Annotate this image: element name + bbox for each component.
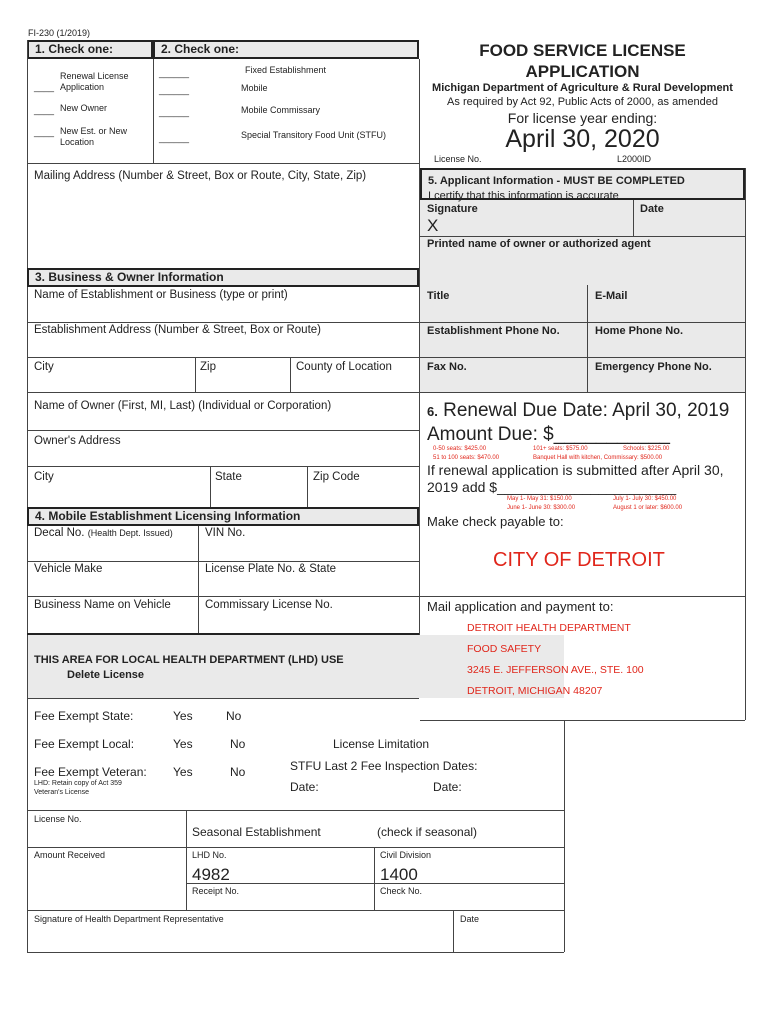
- row-line-3: [27, 392, 745, 393]
- new-est-blank[interactable]: ____: [34, 127, 55, 137]
- new-owner-label: New Owner: [60, 103, 108, 113]
- title-label: Title: [427, 290, 450, 302]
- fee-local-yes[interactable]: Yes: [173, 737, 193, 751]
- renewal-label-text: Renewal License Application: [60, 71, 129, 92]
- license-code: L2000ID: [617, 154, 652, 164]
- renewal-due-text: Renewal Due Date: April 30, 2019: [443, 400, 730, 421]
- lhd-row-1: [27, 810, 564, 811]
- fee-vet-yes[interactable]: Yes: [173, 765, 193, 779]
- sig-rep-date: Date: [460, 914, 480, 924]
- civil-division-value: 1400: [380, 865, 418, 884]
- late-june: June 1- June 30: $300.00: [507, 505, 576, 511]
- decal-note: (Health Dept. Issued): [87, 528, 173, 538]
- fixed-blank[interactable]: ______: [159, 68, 190, 78]
- mail-address-2: FOOD SAFETY: [467, 643, 542, 655]
- signature-label: Signature: [427, 203, 478, 215]
- late-august: August 1 or later: $600.00: [613, 505, 683, 511]
- left-border: [27, 40, 28, 952]
- city-state-divider: [210, 466, 211, 507]
- license-year-label: For license year ending:: [507, 110, 658, 126]
- sec5-col-divider: [587, 285, 588, 392]
- vehicle-make-label: Vehicle Make: [34, 563, 103, 575]
- license-limitation: License Limitation: [333, 737, 430, 751]
- license-year-date: April 30, 2020: [505, 125, 660, 153]
- row-line-4: [27, 430, 419, 431]
- state-zip-divider: [307, 466, 308, 507]
- zip-label: Zip: [200, 361, 216, 373]
- owner-address-label: Owner's Address: [34, 435, 121, 447]
- mail-label: Mail application and payment to:: [427, 599, 614, 614]
- new-est-label: [60, 126, 140, 148]
- civil-division-label: Civil Division: [380, 850, 432, 860]
- est-address-label: Establishment Address (Number & Street, Box or Route): [34, 324, 321, 336]
- fee-state-yes[interactable]: Yes: [173, 709, 193, 723]
- section2-header: 2. Check one:: [153, 40, 419, 59]
- amount-due[interactable]: Amount Due: $___________: [427, 424, 670, 445]
- lhd-title: THIS AREA FOR LOCAL HEALTH DEPARTMENT (LHD) USE: [34, 654, 344, 666]
- sec4-row-1: [27, 561, 419, 562]
- middle-divider: [419, 163, 420, 635]
- stfu-date-1[interactable]: Date:: [290, 780, 319, 794]
- lhd-no-label: LHD No.: [192, 850, 227, 860]
- lhd-row-3: [186, 883, 564, 884]
- late-line-2[interactable]: 2019 add $_______________________: [427, 479, 677, 495]
- plate-label: License Plate No. & State: [205, 563, 337, 575]
- right-border: [745, 168, 746, 720]
- new-est-label-text: New Est. or New Location: [60, 126, 128, 147]
- license-no-label: License No.: [434, 154, 482, 164]
- renewal-blank[interactable]: ____: [34, 82, 55, 92]
- lhd-right-border: [564, 720, 565, 952]
- renewal-label: [60, 71, 150, 93]
- section5-header: [420, 168, 745, 200]
- late-july: July 1- July 30: $450.00: [613, 496, 677, 502]
- fee-0-50: 0-50 seats: $425.00: [433, 446, 487, 452]
- city-zip-divider: [195, 357, 196, 392]
- mail-address-3: 3245 E. JEFFERSON AVE., STE. 100: [467, 664, 644, 676]
- late-fees-left: [507, 495, 575, 513]
- commissary-license-label: Commissary License No.: [205, 599, 333, 611]
- amount-received: Amount Received: [34, 850, 106, 860]
- county-label: County of Location: [296, 361, 392, 373]
- check-if-seasonal[interactable]: (check if seasonal): [377, 825, 478, 839]
- section3-header: 3. Business & Owner Information: [27, 268, 419, 287]
- est-name-label: Name of Establishment or Business (type or print): [34, 289, 288, 301]
- vet-note-2: Veteran's License: [34, 789, 90, 796]
- lhd-license-no: License No.: [34, 814, 82, 824]
- decal-text: Decal No.: [34, 527, 85, 539]
- form-id: FI-230 (1/2019): [28, 28, 91, 38]
- owner-name-label: Name of Owner (First, MI, Last) (Individual or Corporation): [34, 400, 332, 412]
- vet-note-1: LHD: Retain copy of Act 359: [34, 780, 122, 787]
- sec6-bottom: [420, 720, 745, 721]
- payable-label: Make check payable to:: [427, 514, 564, 529]
- zip-county-divider: [290, 357, 291, 392]
- vin-label: VIN No.: [205, 527, 246, 539]
- lhd-col-b: [374, 847, 375, 910]
- sec4-bottom: [27, 633, 419, 635]
- fees-right: [533, 445, 733, 463]
- section5-title: 5. Applicant Information - MUST BE COMPLETED: [428, 175, 685, 187]
- lhd-col-c: [453, 910, 454, 952]
- fee-exempt-state: Fee Exempt State:: [34, 709, 134, 723]
- lhd-col-a: [186, 810, 187, 910]
- form-bottom: [27, 952, 564, 953]
- row-line-1: [27, 322, 745, 323]
- fees-left: [433, 445, 499, 463]
- fee-exempt-local: Fee Exempt Local:: [34, 737, 135, 751]
- lhd-divider: [27, 698, 419, 699]
- stfu-label: Special Transitory Food Unit (STFU): [241, 130, 387, 140]
- receipt-no: Receipt No.: [192, 886, 240, 896]
- seasonal-establishment: Seasonal Establishment: [192, 825, 321, 839]
- mobile-label: Mobile: [241, 83, 268, 93]
- fee-101: 101+ seats: $575.00: [533, 446, 588, 452]
- decal-label: [34, 528, 173, 540]
- commissary-blank[interactable]: ______: [159, 107, 190, 117]
- late-line-1: If renewal application is submitted after April 30,: [427, 462, 724, 478]
- lhd-row-2: [27, 847, 564, 848]
- date-label: Date: [640, 203, 664, 215]
- mailing-address-label: Mailing Address (Number & Street, Box or Route, City, State, Zip): [34, 170, 367, 182]
- stfu-blank[interactable]: ______: [159, 133, 190, 143]
- department-name: Michigan Department of Agriculture & Rural Development: [432, 82, 733, 94]
- emergency-phone-label: Emergency Phone No.: [595, 361, 712, 373]
- zip-code-label: Zip Code: [313, 471, 360, 483]
- mobile-blank[interactable]: ______: [159, 85, 190, 95]
- delete-license[interactable]: Delete License: [67, 669, 145, 681]
- mailing-address-field[interactable]: [28, 186, 418, 268]
- fee-schools: Schools: $225.00: [623, 446, 670, 452]
- row-line-5: [27, 466, 419, 467]
- late-fees-right: [613, 495, 682, 513]
- row-line-2: [27, 357, 745, 358]
- fee-exempt-veteran: Fee Exempt Veteran:: [34, 765, 147, 779]
- section1-header: 1. Check one:: [27, 40, 153, 59]
- fixed-label: Fixed Establishment: [245, 65, 327, 75]
- late-may: May 1- May 31: $150.00: [507, 496, 572, 502]
- home-phone-label: Home Phone No.: [595, 325, 684, 337]
- lhd-no-value: 4982: [192, 865, 230, 884]
- mail-address-1: DETROIT HEALTH DEPARTMENT: [467, 622, 631, 634]
- form-title-line2: APPLICATION: [525, 62, 640, 81]
- sec4-col-divider: [198, 526, 199, 635]
- form-title-line1: FOOD SERVICE LICENSE: [479, 41, 686, 60]
- fee-local-no[interactable]: No: [230, 737, 246, 751]
- stfu-date-2[interactable]: Date:: [433, 780, 462, 794]
- state-label: State: [215, 471, 242, 483]
- fee-state-no[interactable]: No: [226, 709, 242, 723]
- bizname-label: Business Name on Vehicle: [34, 599, 171, 611]
- renewal-due: [427, 401, 729, 420]
- top-block-bottom: [27, 163, 419, 164]
- fee-51-100: 51 to 100 seats: $470.00: [433, 455, 500, 461]
- city-label: City: [34, 361, 54, 373]
- sig-bottom: [420, 236, 745, 237]
- act-reference: As required by Act 92, Public Acts of 2000, as amended: [447, 96, 718, 108]
- sec4-row-2: [27, 596, 419, 597]
- owner-city-label: City: [34, 471, 54, 483]
- mail-address-4: DETROIT, MICHIGAN 48207: [467, 685, 603, 697]
- stfu-inspection: STFU Last 2 Fee Inspection Dates:: [290, 759, 478, 773]
- sec6-mail-divider: [420, 596, 745, 597]
- certify-text: I certify that this information is accurate: [428, 190, 619, 202]
- lhd-row-4: [27, 910, 564, 911]
- commissary-label: Mobile Commissary: [241, 105, 321, 115]
- city-of-detroit: CITY OF DETROIT: [493, 549, 665, 571]
- est-phone-label: Establishment Phone No.: [427, 325, 560, 337]
- new-owner-blank[interactable]: ____: [34, 105, 55, 115]
- fee-banquet: Banquet Hall with kitchen, Commissary: $500.00: [533, 455, 663, 461]
- sec1-divider: [153, 59, 154, 163]
- sig-date-divider: [633, 200, 634, 236]
- fax-label: Fax No.: [427, 361, 467, 373]
- fee-vet-no[interactable]: No: [230, 765, 246, 779]
- check-no: Check No.: [380, 886, 423, 896]
- signature-x[interactable]: X: [427, 216, 439, 235]
- email-label: E-Mail: [595, 290, 628, 302]
- sec6-number: 6.: [427, 404, 438, 419]
- section4-header: 4. Mobile Establishment Licensing Information: [27, 507, 419, 526]
- printed-name-label: Printed name of owner or authorized agent: [427, 238, 651, 250]
- sig-rep-label: Signature of Health Department Representative: [34, 914, 224, 924]
